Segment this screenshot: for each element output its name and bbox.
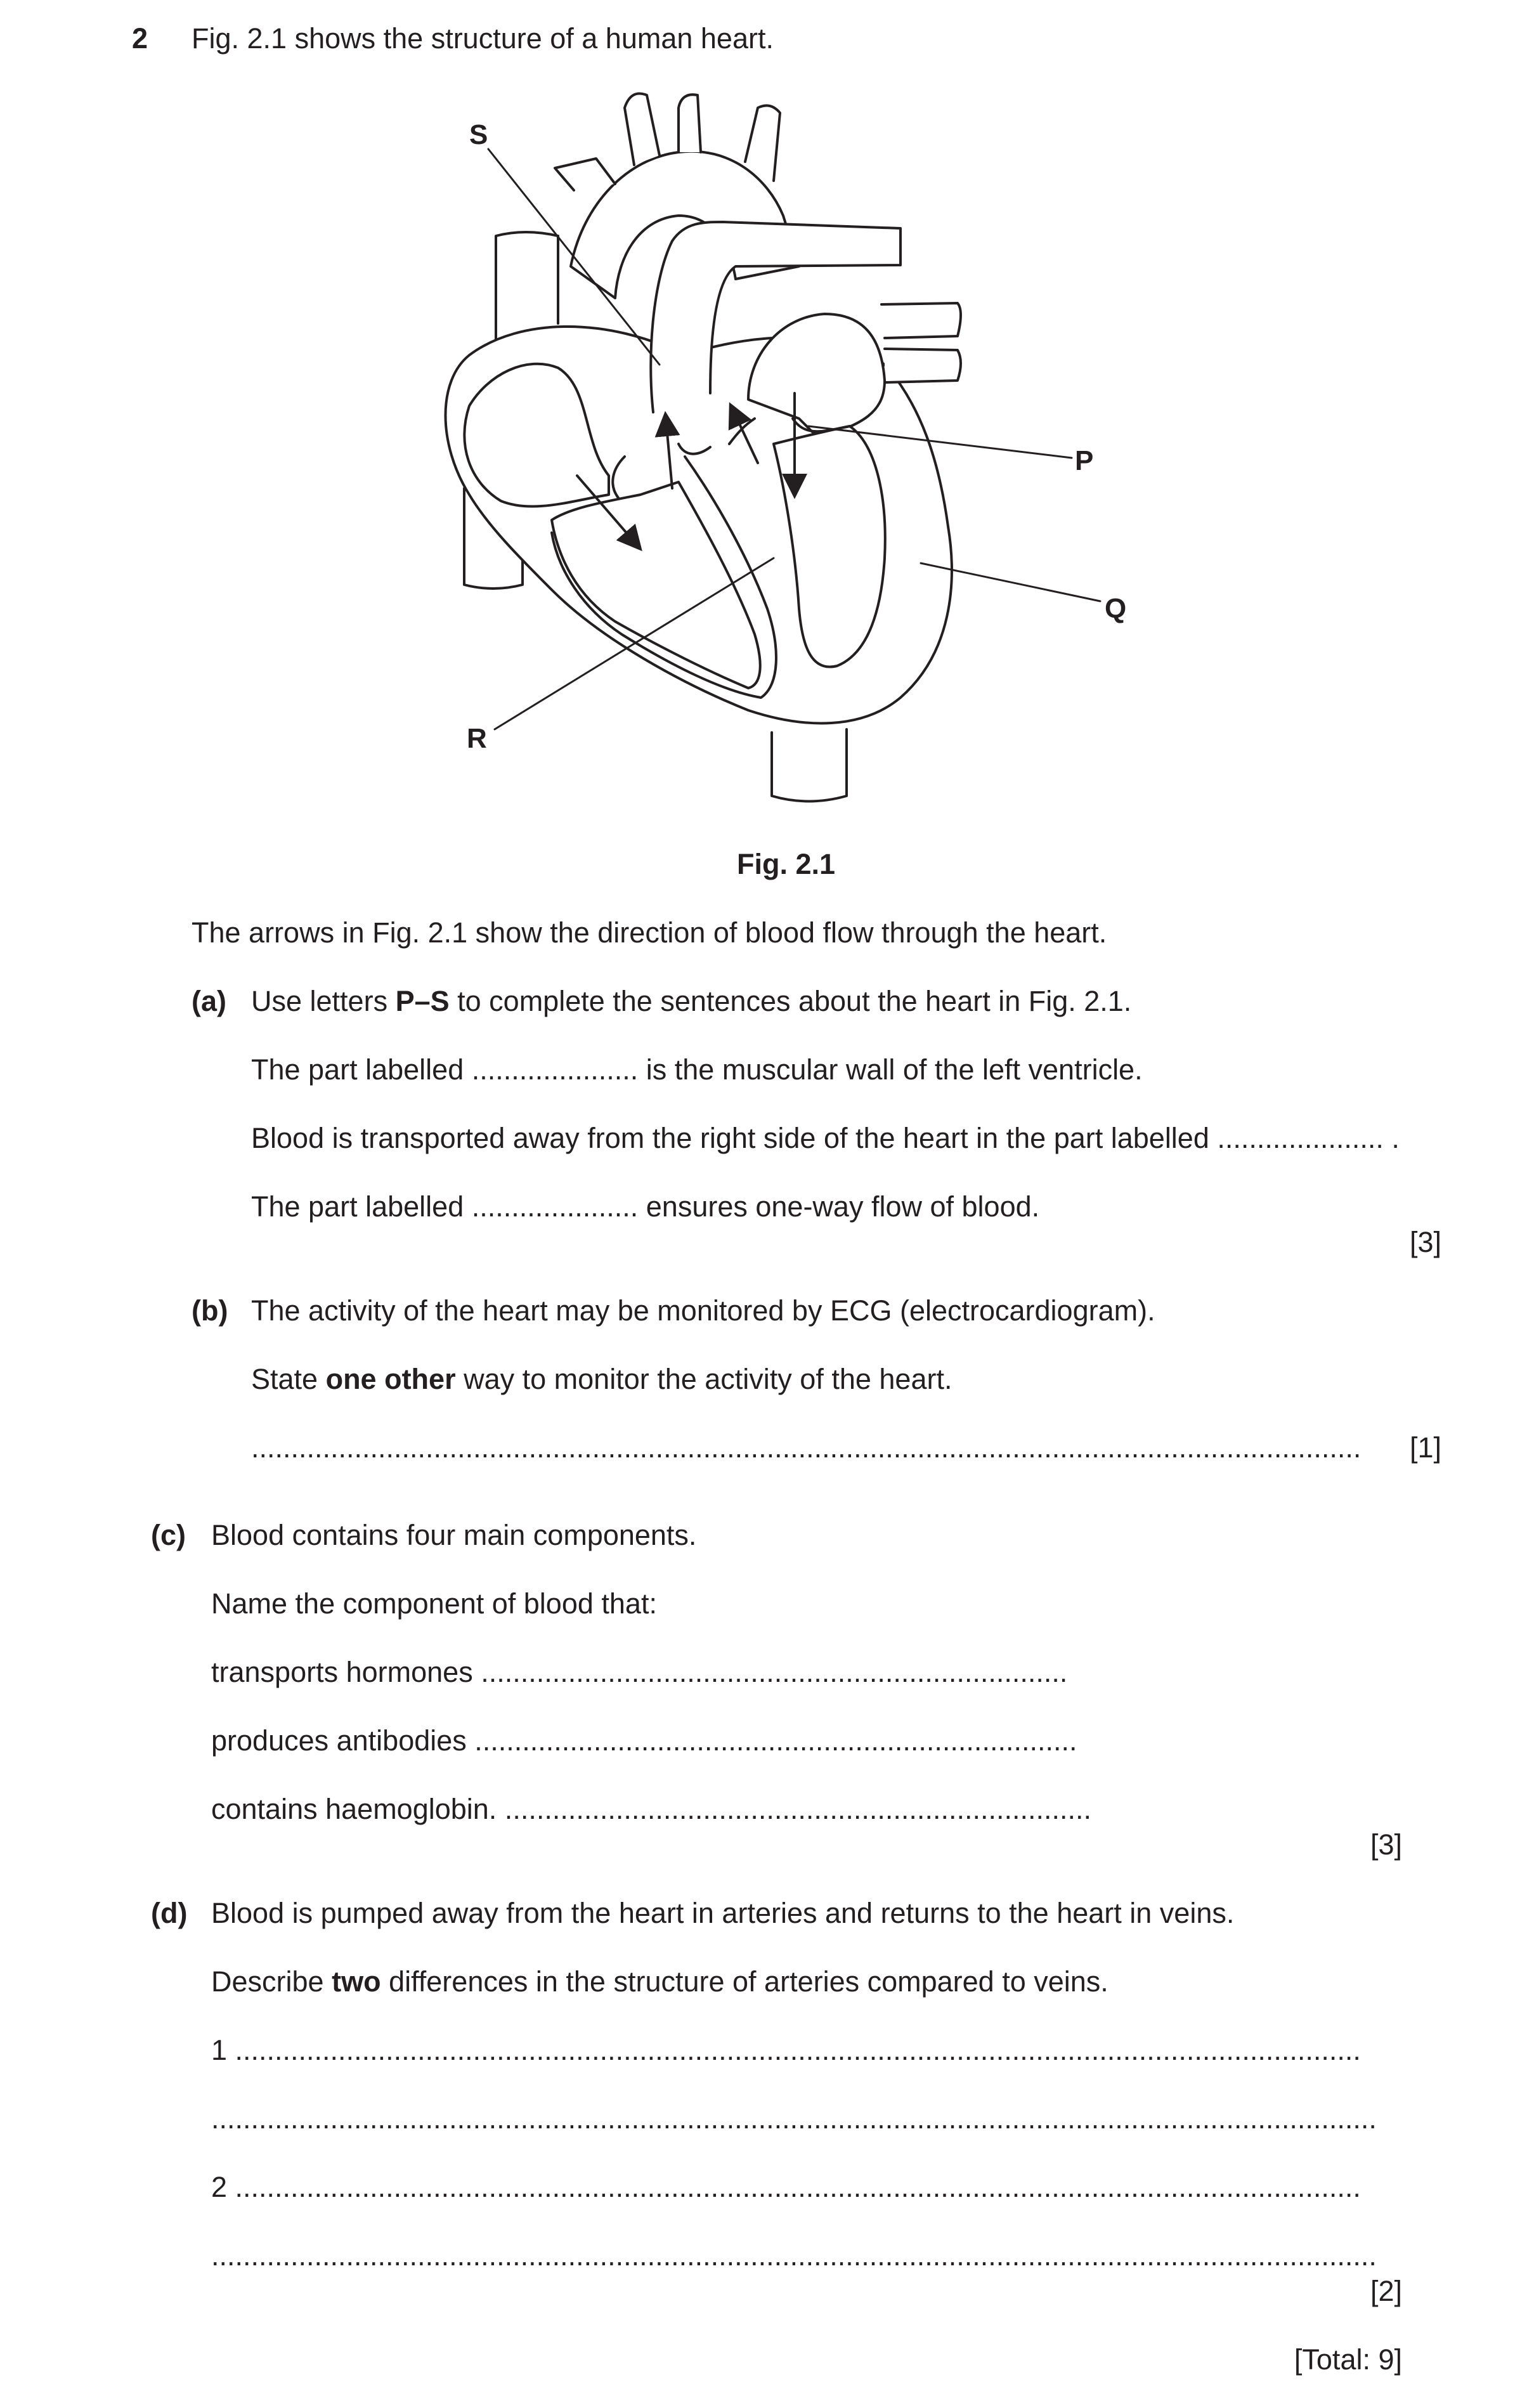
question-number: 2 bbox=[132, 22, 148, 55]
part-d-answer-1[interactable]: 1 .............................................................................................................................................. bbox=[211, 2034, 1361, 2066]
figure-caption: Fig. 2.1 bbox=[737, 848, 836, 880]
part-a-marks: [3] bbox=[1409, 1226, 1441, 1258]
part-a-sentence-1: The part labelled ..................... is the muscular wall of the left ventricle. bbox=[251, 1053, 1143, 1086]
part-c-item-antibodies[interactable]: produces antibodies ............................................................................ bbox=[211, 1724, 1077, 1757]
part-c-label: (c) bbox=[151, 1519, 186, 1551]
total-marks: [Total: 9] bbox=[1294, 2343, 1402, 2376]
pulmonary-vein-lower bbox=[885, 349, 961, 382]
aorta-branch-1 bbox=[625, 94, 660, 166]
superior-vena-cava bbox=[496, 232, 558, 342]
aorta-branch-2 bbox=[679, 94, 701, 152]
part-c-marks: [3] bbox=[1370, 1828, 1402, 1861]
part-a-label: (a) bbox=[192, 985, 226, 1017]
part-d-answer-2-continued[interactable]: ................................................................................................................................................... bbox=[211, 2239, 1377, 2272]
part-d-marks: [2] bbox=[1370, 2275, 1402, 2307]
left-branch-vessel bbox=[555, 159, 615, 190]
label-q: Q bbox=[1105, 593, 1127, 624]
part-b-text-2: State one other way to monitor the activity of the heart. bbox=[251, 1363, 952, 1395]
aorta-branch-3 bbox=[745, 105, 780, 181]
descending-aorta bbox=[772, 729, 847, 802]
part-b-label: (b) bbox=[192, 1294, 228, 1327]
part-d-label: (d) bbox=[151, 1897, 188, 1929]
part-c-text-1: Blood contains four main components. bbox=[211, 1519, 697, 1551]
part-a-sentence-3: The part labelled ..................... ensures one-way flow of blood. bbox=[251, 1190, 1040, 1223]
pulmonary-vein-upper bbox=[881, 303, 961, 338]
part-b-text-1: The activity of the heart may be monitored by ECG (electrocardiogram). bbox=[251, 1294, 1155, 1327]
part-d-text-1: Blood is pumped away from the heart in arteries and returns to the heart in veins. bbox=[211, 1897, 1235, 1929]
label-s: S bbox=[469, 119, 488, 150]
part-c-item-haemoglobin[interactable]: contains haemoglobin. .......................................................................... bbox=[211, 1793, 1091, 1825]
heart-diagram bbox=[0, 0, 1534, 843]
part-d-answer-2[interactable]: 2 .............................................................................................................................................. bbox=[211, 2171, 1361, 2203]
part-b-answer-line[interactable]: ............................................................................................................................................ bbox=[251, 1431, 1362, 1464]
part-d-text-2: Describe two differences in the structure of arteries compared to veins. bbox=[211, 1965, 1108, 1998]
part-c-item-hormones[interactable]: transports hormones .......................................................................... bbox=[211, 1656, 1068, 1688]
label-r: R bbox=[467, 723, 487, 754]
part-c-text-2: Name the component of blood that: bbox=[211, 1587, 657, 1620]
part-a-instruction: Use letters P–S to complete the sentences about the heart in Fig. 2.1. bbox=[251, 985, 1132, 1017]
part-b-marks: [1] bbox=[1409, 1431, 1441, 1464]
arrows-text: The arrows in Fig. 2.1 show the direction of blood flow through the heart. bbox=[192, 916, 1107, 949]
part-d-answer-1-continued[interactable]: ................................................................................................................................................... bbox=[211, 2102, 1377, 2135]
label-p: P bbox=[1075, 445, 1094, 476]
part-a-sentence-2: Blood is transported away from the right side of the heart in the part labelled ..................... . bbox=[251, 1122, 1400, 1154]
question-intro: Fig. 2.1 shows the structure of a human heart. bbox=[192, 22, 774, 55]
